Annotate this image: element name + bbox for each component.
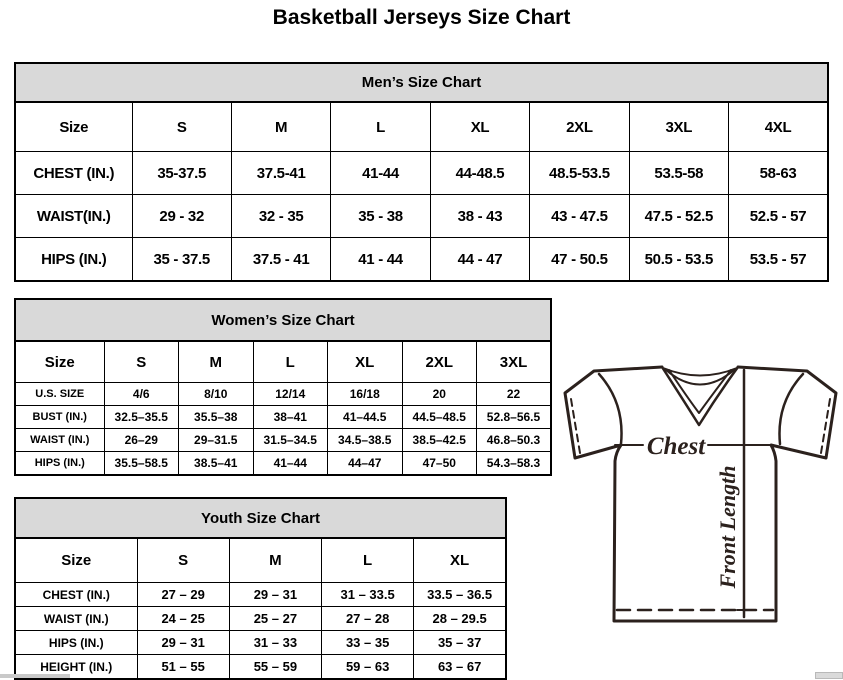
- mens_chart-cell: 37.5-41: [231, 152, 330, 195]
- youth_chart-row: [15, 655, 506, 680]
- youth_chart-column-header: Size: [15, 538, 137, 583]
- front-length-label: Front Length: [715, 465, 740, 589]
- youth_chart-cell: 25 – 27: [229, 607, 321, 631]
- youth-size-table: [14, 497, 507, 680]
- horizontal-scrollbar-fragment[interactable]: [815, 672, 843, 679]
- horizontal-scrollbar-thumb[interactable]: [0, 674, 70, 678]
- womens_chart-column-header: S: [104, 341, 179, 383]
- youth_chart-row: [15, 583, 506, 607]
- youth_chart-row-label: CHEST (IN.): [15, 583, 137, 607]
- womens_chart-column-header: 2XL: [402, 341, 477, 383]
- mens_chart-cell: 52.5 - 57: [729, 195, 828, 238]
- mens_chart-cell: 35-37.5: [132, 152, 231, 195]
- womens_chart-cell: 16/18: [328, 383, 403, 406]
- youth_chart-row-label: HEIGHT (IN.): [15, 655, 137, 680]
- womens_chart-row-label: U.S. SIZE: [15, 383, 104, 406]
- womens_chart-cell: 38.5–42.5: [402, 429, 477, 452]
- mens_chart-row-label: CHEST (IN.): [15, 152, 132, 195]
- womens_chart-cell: 8/10: [179, 383, 254, 406]
- page-title: Basketball Jerseys Size Chart: [272, 6, 571, 29]
- womens_chart-cell: 31.5–34.5: [253, 429, 328, 452]
- womens_chart-cell: 4/6: [104, 383, 179, 406]
- armhole-right: [779, 374, 803, 444]
- youth_chart-cell: 31 – 33.5: [322, 583, 414, 607]
- mens_chart-cell: 47.5 - 52.5: [629, 195, 728, 238]
- mens_chart-row: [15, 238, 828, 282]
- youth_chart-row-label: HIPS (IN.): [15, 631, 137, 655]
- youth_chart-cell: 59 – 63: [322, 655, 414, 680]
- youth_chart-row: [15, 631, 506, 655]
- womens_chart-column-header: L: [253, 341, 328, 383]
- mens_chart-cell: 35 - 37.5: [132, 238, 231, 282]
- youth_chart-row-label: WAIST (IN.): [15, 607, 137, 631]
- youth_chart-cell: 31 – 33: [229, 631, 321, 655]
- womens_chart-cell: 41–44.5: [328, 406, 403, 429]
- womens-size-table: [14, 298, 552, 476]
- youth_chart-cell: 29 – 31: [137, 631, 229, 655]
- womens_chart-cell: 20: [402, 383, 477, 406]
- mens_chart-column-header: S: [132, 102, 231, 152]
- armhole-left: [599, 374, 622, 444]
- womens_chart-row-label: HIPS (IN.): [15, 452, 104, 476]
- youth_chart-cell: 63 – 67: [414, 655, 506, 680]
- mens_chart-column-header: 2XL: [530, 102, 629, 152]
- mens_chart-row-label: HIPS (IN.): [15, 238, 132, 282]
- womens_chart-cell: 22: [477, 383, 552, 406]
- youth_chart-cell: 29 – 31: [229, 583, 321, 607]
- mens_chart-cell: 38 - 43: [430, 195, 529, 238]
- womens_chart-row: [15, 429, 551, 452]
- youth_chart-column-header: M: [229, 538, 321, 583]
- mens_chart-column-header: L: [331, 102, 430, 152]
- womens_chart-cell: 32.5–35.5: [104, 406, 179, 429]
- mens_chart-cell: 41 - 44: [331, 238, 430, 282]
- youth_chart-cell: 28 – 29.5: [414, 607, 506, 631]
- womens_chart-cell: 38–41: [253, 406, 328, 429]
- mens_chart-row: [15, 152, 828, 195]
- mens_chart-cell: 37.5 - 41: [231, 238, 330, 282]
- youth_chart-cell: 27 – 28: [322, 607, 414, 631]
- youth_chart-column-header: L: [322, 538, 414, 583]
- womens_chart-column-header: M: [179, 341, 254, 383]
- youth_chart-cell: 33.5 – 36.5: [414, 583, 506, 607]
- youth_chart-cell: 24 – 25: [137, 607, 229, 631]
- mens_chart-cell: 48.5-53.5: [530, 152, 629, 195]
- mens_chart-cell: 43 - 47.5: [530, 195, 629, 238]
- womens_chart-column-header: XL: [328, 341, 403, 383]
- mens_chart-cell: 44-48.5: [430, 152, 529, 195]
- womens_chart-cell: 34.5–38.5: [328, 429, 403, 452]
- womens_chart-cell: 47–50: [402, 452, 477, 476]
- mens_chart-cell: 47 - 50.5: [530, 238, 629, 282]
- youth_chart-title: Youth Size Chart: [15, 498, 506, 538]
- womens_chart-cell: 35.5–38: [179, 406, 254, 429]
- youth_chart-cell: 35 – 37: [414, 631, 506, 655]
- womens_chart-column-header: Size: [15, 341, 104, 383]
- youth_chart-cell: 51 – 55: [137, 655, 229, 680]
- jersey-diagram-svg: [559, 361, 843, 627]
- womens_chart-cell: 35.5–58.5: [104, 452, 179, 476]
- womens_chart-column-header: 3XL: [477, 341, 552, 383]
- womens_chart-cell: 54.3–58.3: [477, 452, 552, 476]
- youth_chart-cell: 27 – 29: [137, 583, 229, 607]
- womens_chart-title: Women’s Size Chart: [15, 299, 551, 341]
- mens_chart-column-header: Size: [15, 102, 132, 152]
- mens_chart-cell: 32 - 35: [231, 195, 330, 238]
- womens_chart-row: [15, 383, 551, 406]
- mens_chart-column-header: XL: [430, 102, 529, 152]
- mens_chart-column-header: 3XL: [629, 102, 728, 152]
- mens_chart-cell: 53.5-58: [629, 152, 728, 195]
- womens_chart-row: [15, 452, 551, 476]
- youth_chart-column-header: XL: [414, 538, 506, 583]
- youth_chart-cell: 55 – 59: [229, 655, 321, 680]
- mens_chart-cell: 50.5 - 53.5: [629, 238, 728, 282]
- womens_chart-cell: 46.8–50.3: [477, 429, 552, 452]
- mens_chart-column-header: M: [231, 102, 330, 152]
- womens_chart-cell: 12/14: [253, 383, 328, 406]
- mens_chart-cell: 29 - 32: [132, 195, 231, 238]
- womens_chart-cell: 52.8–56.5: [477, 406, 552, 429]
- womens_chart-cell: 38.5–41: [179, 452, 254, 476]
- mens_chart-title: Men’s Size Chart: [15, 63, 828, 102]
- jersey-measurement-diagram: [559, 361, 843, 627]
- mens_chart-cell: 53.5 - 57: [729, 238, 828, 282]
- womens_chart-row: [15, 406, 551, 429]
- chest-label: Chest: [646, 433, 706, 460]
- womens_chart-cell: 26–29: [104, 429, 179, 452]
- youth_chart-row: [15, 607, 506, 631]
- mens_chart-cell: 58-63: [729, 152, 828, 195]
- collar-back-arc-1: [663, 368, 737, 376]
- jersey-outline: [565, 367, 836, 621]
- mens_chart-row: [15, 195, 828, 238]
- mens-size-table: [14, 62, 829, 282]
- mens_chart-cell: 44 - 47: [430, 238, 529, 282]
- mens_chart-column-header: 4XL: [729, 102, 828, 152]
- mens_chart-cell: 41-44: [331, 152, 430, 195]
- youth_chart-column-header: S: [137, 538, 229, 583]
- mens_chart-row-label: WAIST(IN.): [15, 195, 132, 238]
- womens_chart-cell: 41–44: [253, 452, 328, 476]
- youth_chart-cell: 33 – 35: [322, 631, 414, 655]
- womens_chart-cell: 44–47: [328, 452, 403, 476]
- mens_chart-cell: 35 - 38: [331, 195, 430, 238]
- womens_chart-row-label: WAIST (IN.): [15, 429, 104, 452]
- womens_chart-row-label: BUST (IN.): [15, 406, 104, 429]
- womens_chart-cell: 44.5–48.5: [402, 406, 477, 429]
- womens_chart-cell: 29–31.5: [179, 429, 254, 452]
